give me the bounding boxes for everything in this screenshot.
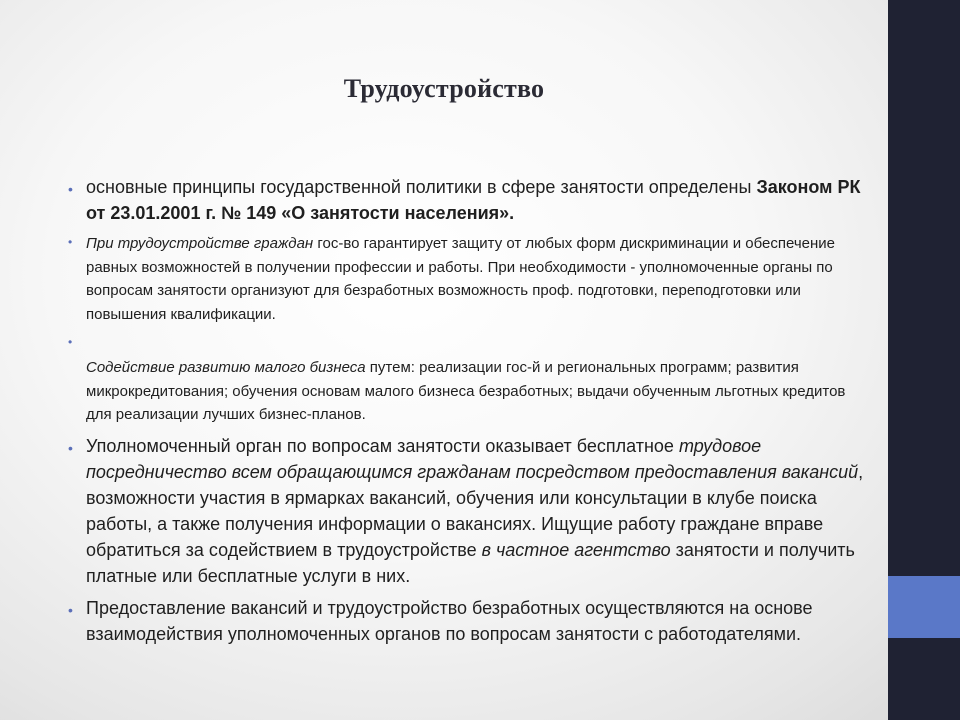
bullet-item-employment-agency [66,433,866,589]
bullet-item-law [66,174,866,226]
bullet-item-vacancies [66,595,866,647]
bullet-icon: • [68,335,73,349]
agency-text-end: занятости и получить платные или бесплатные услуги в них. [86,539,855,586]
bullet-icon: • [68,181,73,197]
bullet-icon: • [68,235,73,249]
law-reference-text: Законом РК от 23.01.2001 г. № 149 «О занятости населения». [86,177,861,223]
agency-text-middle: , возможности участия в ярмарках вакансий, обучения или консультации в клубе поиска работы, а также получения информации о вакансиях. Ищущие работу граждане вправе обратиться за содействием в трудоустройстве [86,461,864,560]
guarantees-italic-text: При трудоустройстве граждан [86,235,314,252]
bullet-icon: • [68,601,73,618]
bullet-icon: • [68,439,73,456]
slide-title: Трудоустройство [343,74,545,103]
small-business-text: путем: реализации гос-й и региональных программ; развития микрокредитования; обучения основам малого бизнеса безработных; выдачи обученным льготных кредитов для реализации лучших бизнес-планов. [86,359,846,423]
bullet-item-empty [66,332,866,356]
small-business-italic-text: Содействие развитию малого бизнеса [86,359,366,376]
guarantees-text: гос-во гарантирует защиту от любых форм дискриминации и обеспечение равных возможностей в получении профессии и работы. При необходимости - уполномоченные органы по вопросам занятости организуют для безработных возможность проф. подготовки, переподготовки или повышения квалификации. [86,235,836,323]
agency-italic-text-1: трудовое посредничество всем обращающимся гражданам посредством предоставления вакансий [86,435,859,482]
agency-italic-text-2: в частное агентство [481,539,671,560]
law-intro-text: основные принципы государственной политики в сфере занятости определены [86,177,752,197]
vacancies-text: Предоставление вакансий и трудоустройство безработных осуществляются на основе взаимодействия уполномоченных органов по вопросам занятости с работодателями. [86,597,813,644]
slide-content [66,174,866,653]
agency-text-start: Уполномоченный орган по вопросам занятости оказывает бесплатное [86,435,679,456]
sidebar-accent-block [888,576,960,638]
small-business-paragraph [66,356,866,427]
bullet-item-guarantees [66,232,866,326]
